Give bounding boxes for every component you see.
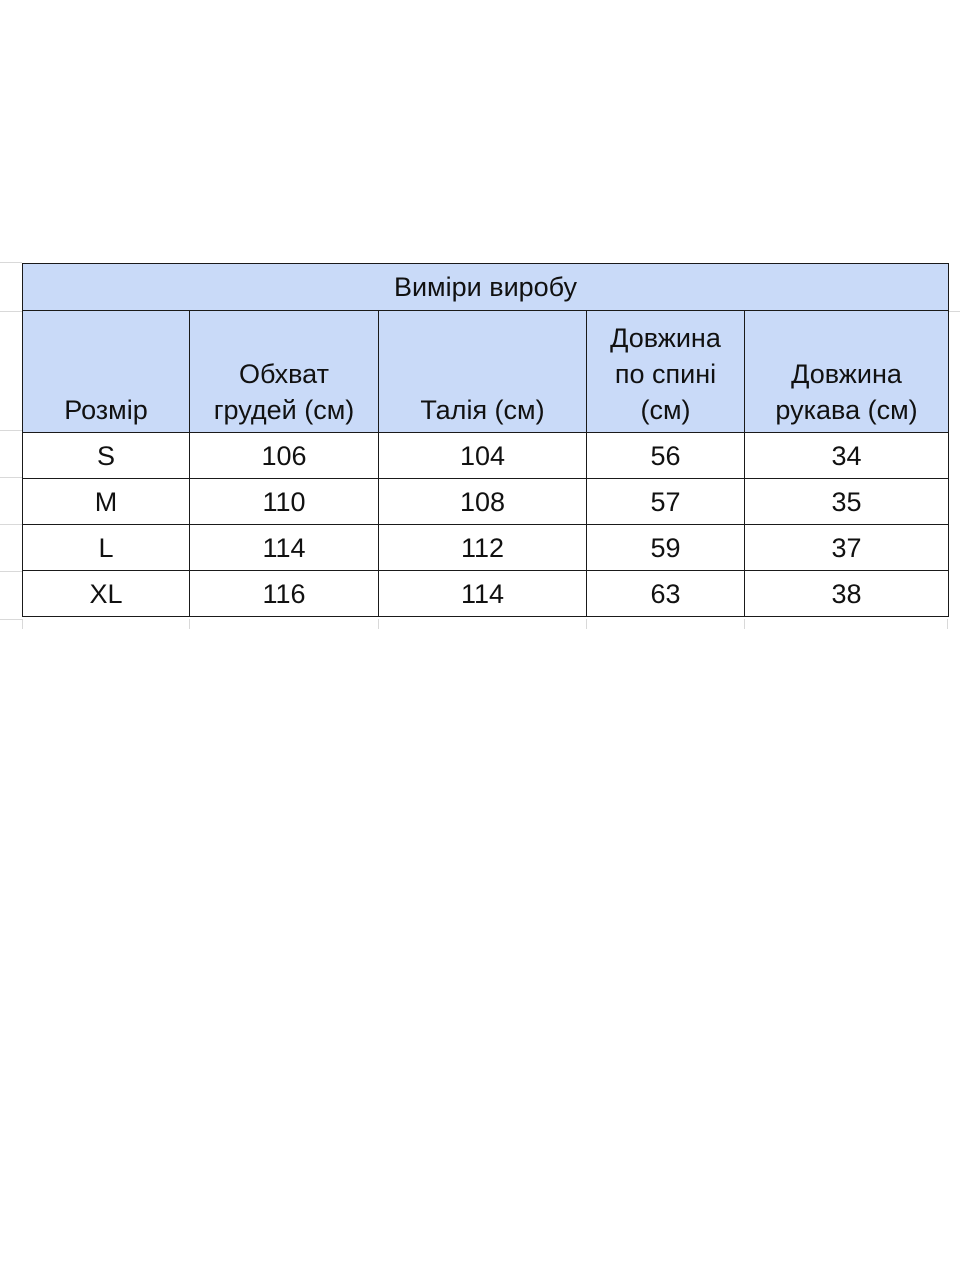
sleeve-length-cell: 34 xyxy=(745,433,949,479)
chest-cell: 106 xyxy=(190,433,379,479)
sheet-gridline xyxy=(22,619,23,629)
waist-cell: 114 xyxy=(379,571,587,617)
sleeve-length-cell: 38 xyxy=(745,571,949,617)
sheet-gridline xyxy=(744,619,745,629)
header-label: Талія (см) xyxy=(420,395,545,425)
size-cell: XL xyxy=(23,571,190,617)
waist-cell: 108 xyxy=(379,479,587,525)
sheet-gridline xyxy=(0,311,22,312)
chest-cell: 110 xyxy=(190,479,379,525)
table-row xyxy=(23,479,949,525)
header-label: Розмір xyxy=(64,395,148,425)
table-row xyxy=(23,433,949,479)
column-header-size xyxy=(23,311,190,433)
table-row xyxy=(23,571,949,617)
column-header-sleeve-length xyxy=(745,311,949,433)
chest-cell: 114 xyxy=(190,525,379,571)
back-length-cell: 59 xyxy=(587,525,745,571)
waist-cell: 104 xyxy=(379,433,587,479)
sheet-gridline xyxy=(948,311,960,312)
sheet-gridline xyxy=(189,619,190,629)
sheet-gridline xyxy=(947,619,948,629)
column-header-waist xyxy=(379,311,587,433)
size-cell: M xyxy=(23,479,190,525)
back-length-cell: 57 xyxy=(587,479,745,525)
column-header-back-length xyxy=(587,311,745,433)
sheet-gridline xyxy=(0,262,22,263)
header-label: Обхват грудей (см) xyxy=(213,359,355,425)
chest-cell: 116 xyxy=(190,571,379,617)
sheet-gridline xyxy=(378,619,379,629)
size-cell: S xyxy=(23,433,190,479)
table-caption-row xyxy=(23,264,949,311)
sleeve-length-cell: 37 xyxy=(745,525,949,571)
sheet-gridline xyxy=(0,430,22,431)
header-label: Довжина по спині (см) xyxy=(610,323,721,425)
sheet-gridline xyxy=(0,571,22,572)
sheet-gridline xyxy=(0,619,22,620)
header-label: Довжина рукава (см) xyxy=(775,359,918,425)
size-chart-table xyxy=(22,263,949,617)
size-cell: L xyxy=(23,525,190,571)
table-caption: Виміри виробу xyxy=(23,264,949,311)
table-row xyxy=(23,525,949,571)
table-header-row xyxy=(23,311,949,433)
waist-cell: 112 xyxy=(379,525,587,571)
back-length-cell: 56 xyxy=(587,433,745,479)
sheet-gridline xyxy=(586,619,587,629)
back-length-cell: 63 xyxy=(587,571,745,617)
column-header-chest xyxy=(190,311,379,433)
sleeve-length-cell: 35 xyxy=(745,479,949,525)
sheet-gridline xyxy=(0,477,22,478)
sheet-gridline xyxy=(0,524,22,525)
